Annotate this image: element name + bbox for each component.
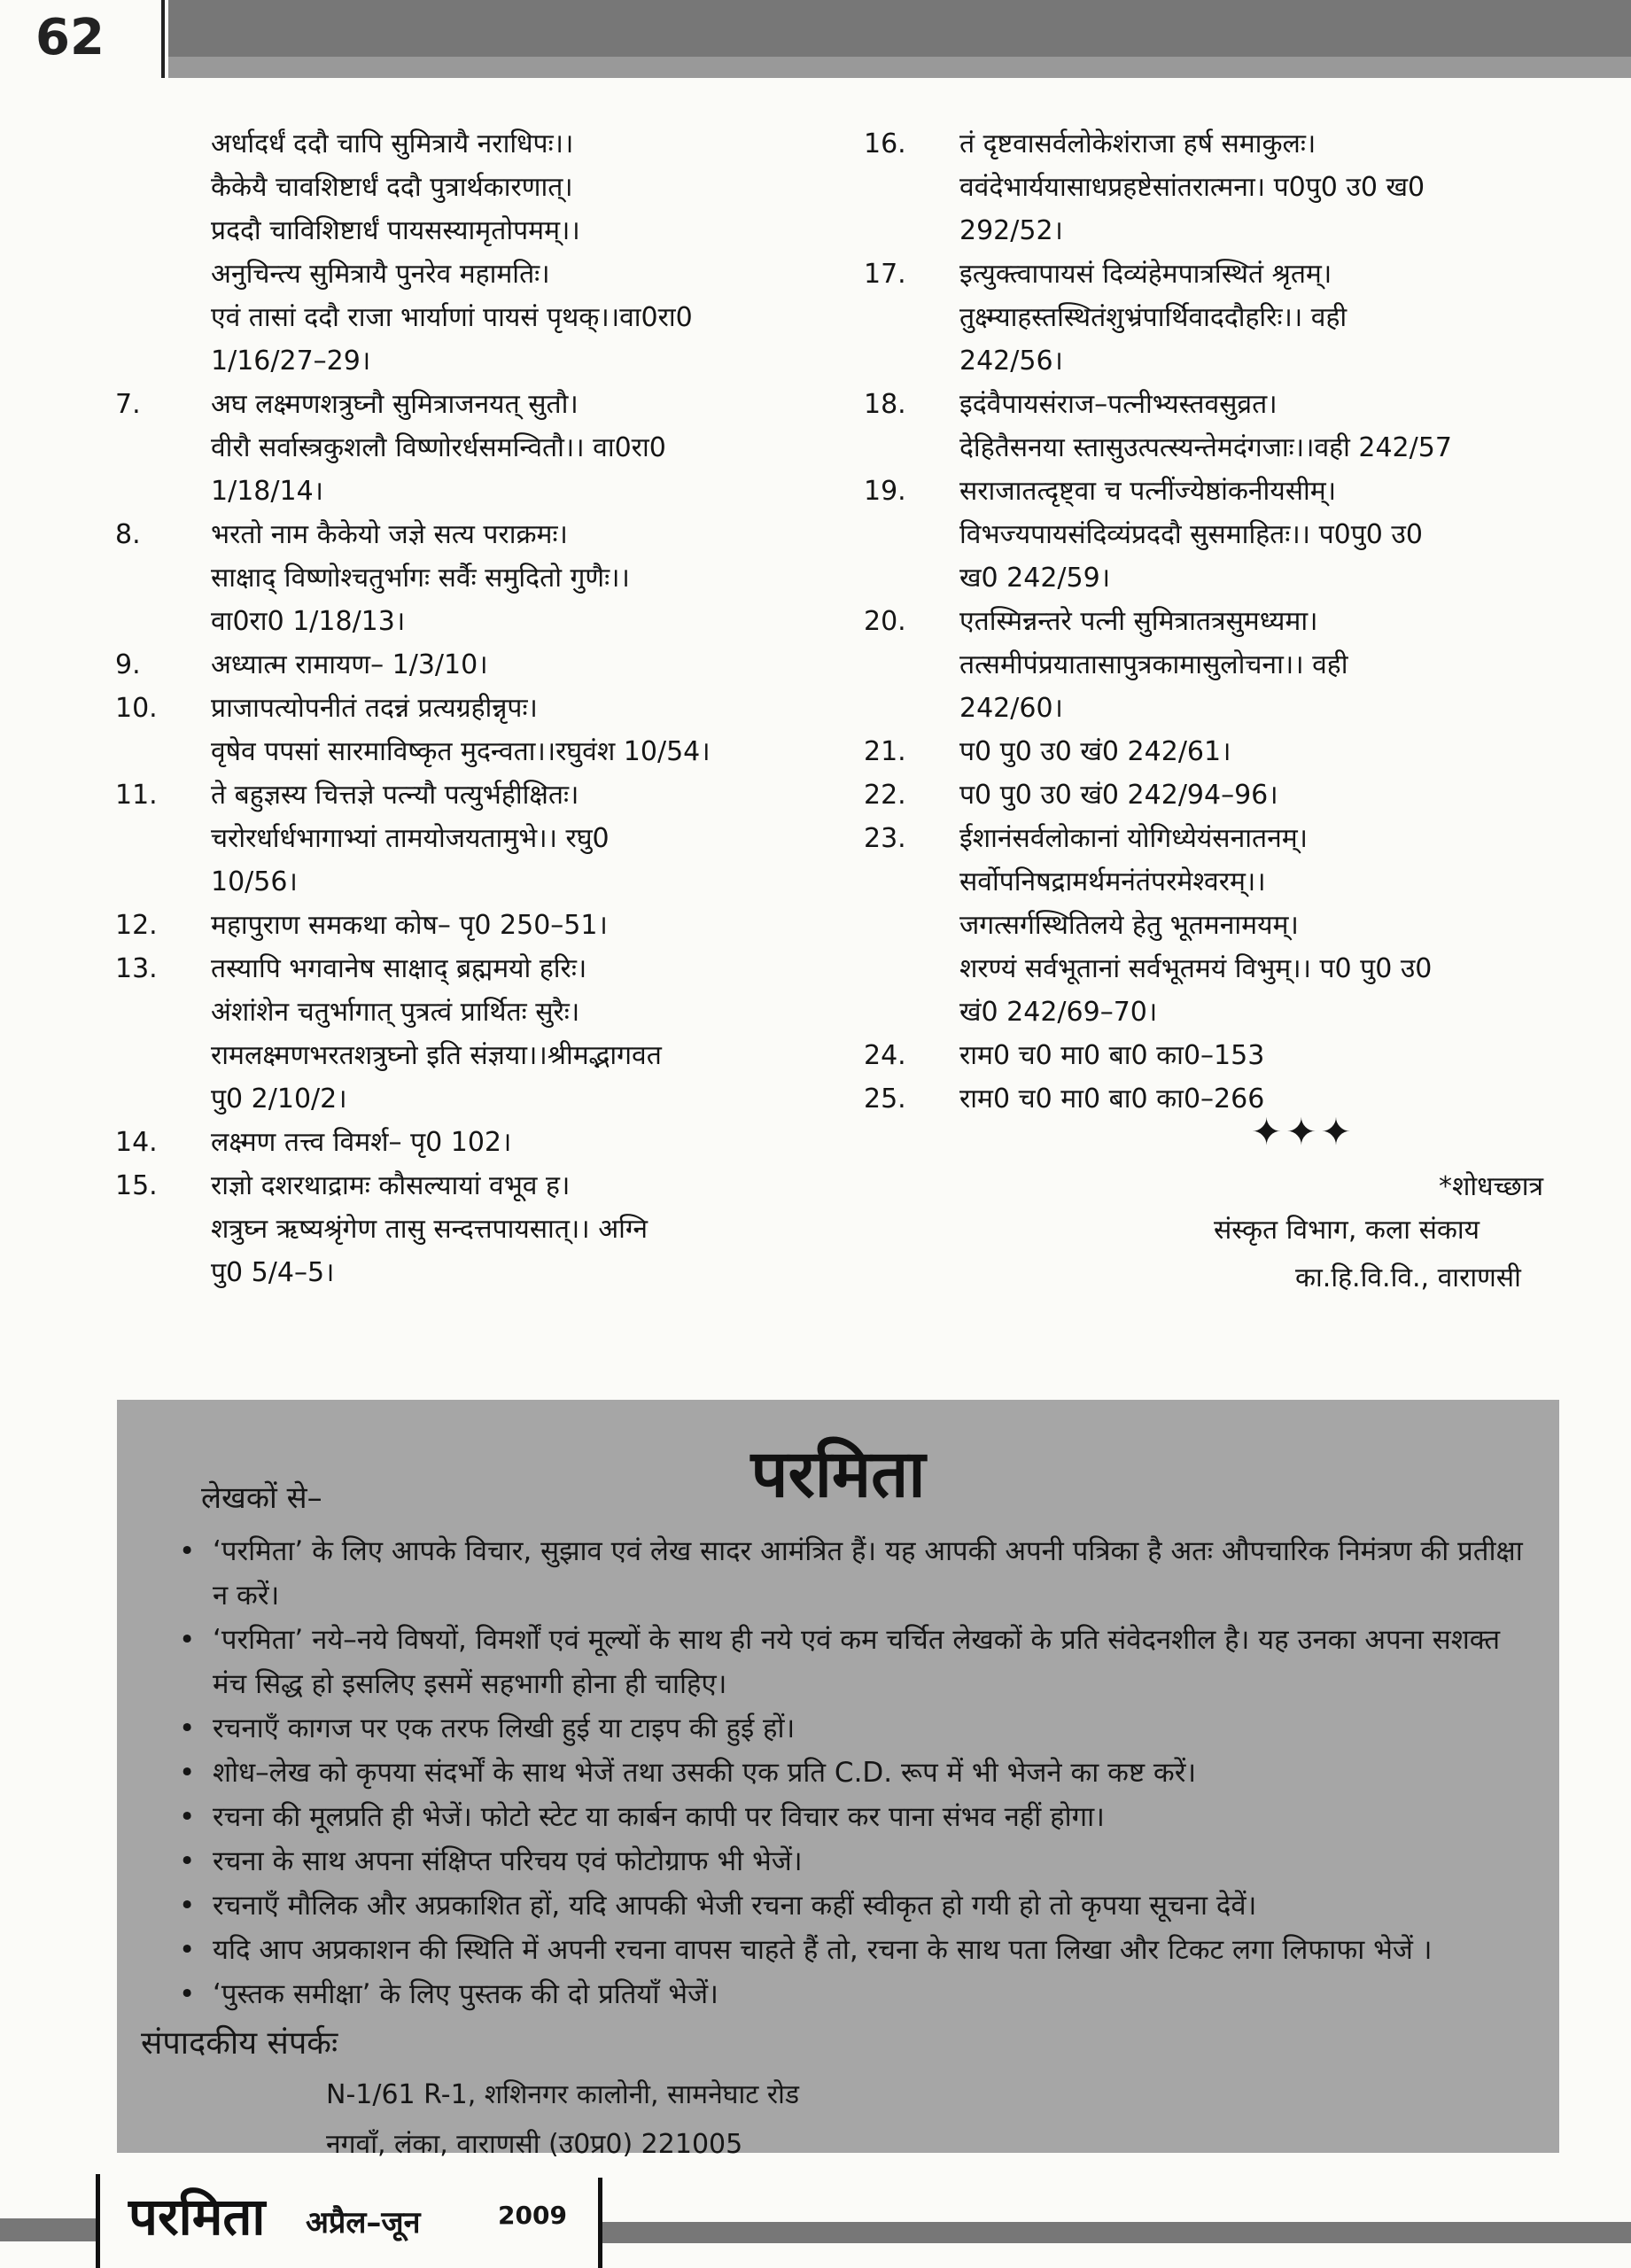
- footnote-line: इदंवैपायसंराज–पत्नीभ्यस्तवसुव्रत।: [959, 389, 1278, 420]
- footnote-number: 16.: [864, 128, 906, 159]
- footnote-line: तुक्ष्म्याहस्तस्थितंशुभ्रंपार्थिवाददौहरिः।। वही: [959, 302, 1348, 333]
- footnote-number: 24.: [864, 1040, 906, 1071]
- notice-item: [179, 1839, 1534, 1884]
- footnote: [864, 773, 1573, 817]
- footnote-number: 8.: [115, 519, 141, 550]
- footnote-number: 9.: [115, 649, 141, 680]
- footnote-number: 10.: [115, 693, 158, 724]
- footnote-line: साक्षाद् विष्णोश्चतुर्भागः सर्वैः समुदितो गुणैः।।: [211, 563, 630, 594]
- footnote-line: 242/60।: [959, 693, 1063, 724]
- footnote: [115, 773, 824, 904]
- footnote-line: कैकेयै चावशिष्टार्धं ददौ पुत्रार्थकारणात्।: [211, 172, 573, 203]
- notice-title: परमिता: [750, 1436, 926, 1512]
- footnote-line: सर्वोपनिषद्रामर्थमनंतंपरमेश्वरम्।।: [959, 866, 1266, 897]
- notice-item: [179, 1795, 1534, 1839]
- page-number-box: [0, 0, 165, 78]
- footnote-line: 242/56।: [959, 346, 1063, 377]
- footnote: [115, 643, 824, 687]
- footnote-line: वृषेव पपसां सारमाविष्कृत मुदन्वता।।रघुवंश 10/54।: [211, 736, 711, 767]
- footnote-line: रामलक्ष्मणभरतशत्रुघ्नो इति संज्ञया।।श्रीमद्भागवत: [211, 1040, 662, 1071]
- footnote-line: भरतो नाम कैकेयो जज्ञे सत्य पराक्रमः।: [211, 519, 568, 550]
- footnote-number: 23.: [864, 823, 906, 854]
- footnote-number: 11.: [115, 780, 158, 811]
- notice-item-text: ‘परमिता’ नये–नये विषयों, विमर्शों एवं मूल्यों के साथ ही नये एवं कम चर्चित लेखकों के प्रति संवेदनशील है। यह उनका अपना सशक्त मंच सिद्ध हो इसलिए इसमें सहभागी होना ही चाहिए।: [213, 1624, 1501, 1700]
- footnote-line: तत्समीपंप्रयातासापुत्रकामासुलोचना।। वही: [959, 649, 1348, 680]
- footnote-line: प्रददौ चाविशिष्टार्धं पायसस्यामृतोपमम्।।: [211, 215, 580, 246]
- footnote-line: एतस्मिन्नन्तरे पत्नी सुमित्रातत्रसुमध्यमा।: [959, 606, 1318, 637]
- notice-item: [179, 1706, 1534, 1751]
- footnote-line: अंशांशेन चतुर्भागात् पुत्रत्वं प्रार्थितः सुरैः।: [211, 997, 580, 1028]
- footer-gray-band-left: [0, 2218, 96, 2241]
- footnote: [115, 383, 824, 513]
- footnote-line: विभज्यपायसंदिव्यंप्रददौ सुसमाहितः।। प0पु0 उ0: [959, 519, 1423, 550]
- bullet-icon: •: [179, 1757, 196, 1789]
- notice-item: [179, 1884, 1534, 1928]
- footnote-line: सराजातत्दृष्ट्वा च पत्नींज्येष्ठांकनीयसीम्।: [959, 476, 1337, 507]
- bullet-icon: •: [179, 1713, 196, 1744]
- footer-divider-left: [96, 2174, 100, 2268]
- address-line-1: N-1/61 R-1, शशिनगर कालोनी, सामनेघाट रोड: [326, 2079, 799, 2110]
- bullet-icon: •: [179, 1624, 196, 1656]
- footnote-line: ख0 242/59।: [959, 563, 1111, 594]
- footnote-line: ते बहुज्ञस्य चित्तज्ञे पत्न्यौ पत्युर्भहीक्षितः।: [211, 780, 579, 811]
- footnote: [864, 470, 1573, 600]
- footnote-line: चरोरर्धार्धभागाभ्यां तामयोजयतामुभे।। रघु0: [211, 823, 610, 854]
- notice-item-text: रचना के साथ अपना संक्षिप्त परिचय एवं फोटोग्राफ भी भेजें।: [213, 1845, 803, 1877]
- notice-item: [179, 1529, 1534, 1618]
- footnote: [115, 122, 824, 383]
- page-number: 62: [35, 9, 105, 66]
- notice-item: [179, 1928, 1534, 1972]
- author-university: का.हि.वि.वि., वाराणसी: [1295, 1262, 1521, 1293]
- footnote-number: 25.: [864, 1084, 906, 1115]
- footnote: [115, 1121, 824, 1164]
- notice-item: [179, 1618, 1534, 1706]
- address-line-2: नगवाँ, लंका, वाराणसी (उ0प्र0) 221005: [326, 2129, 743, 2160]
- footer-journal-title: परमिता: [128, 2186, 266, 2247]
- footnote-line: 1/18/14।: [211, 476, 324, 507]
- footnote-line: तं दृष्टवासर्वलोकेशंराजा हर्ष समाकुलः।: [959, 128, 1316, 159]
- footnote-line: राज्ञो दशरथाद्रामः कौसल्यायां वभूव ह।: [211, 1170, 571, 1201]
- notice-item-text: यदि आप अप्रकाशन की स्थिति में अपनी रचना वापस चाहते हैं तो, रचना के साथ पता लिखा और टिकट लगा लिफाफा भेजें ।: [213, 1934, 1433, 1966]
- editorial-contact-title: संपादकीय संपर्कः: [141, 2025, 338, 2062]
- notice-item-text: शोध–लेख को कृपया संदर्भों के साथ भेजें तथा उसकी एक प्रति C.D. रूप में भी भेजने का कष्ट करें।: [213, 1757, 1197, 1789]
- footnote-number: 13.: [115, 953, 158, 984]
- notice-item: [179, 1972, 1534, 2016]
- notice-item-text: रचनाएँ कागज पर एक तरफ लिखी हुई या टाइप की हुई हों।: [213, 1713, 796, 1744]
- page-footer: [0, 2153, 1631, 2268]
- footnote: [864, 730, 1573, 773]
- footnote-line: प0 पु0 उ0 खं0 242/94–96।: [959, 780, 1278, 811]
- footnote-line: वीरौ सर्वास्त्रकुशलौ विष्णोरर्धसमन्वितौ।। वा0रा0: [211, 432, 666, 463]
- footnote-line: ईशानंसर्वलोकानां योगिध्येयंसनातनम्।: [959, 823, 1309, 854]
- footer-gray-band: [602, 2222, 1631, 2243]
- footnote-line: प0 पु0 उ0 खं0 242/61।: [959, 736, 1231, 767]
- footer-year: 2009: [498, 2201, 567, 2230]
- footnote: [115, 513, 824, 643]
- footnote-line: इत्युक्त्वापायसं दिव्यंहेमपात्रस्थितं श्रृतम्।: [959, 259, 1332, 290]
- footnote: [115, 904, 824, 947]
- bullet-icon: •: [179, 1934, 196, 1966]
- footnote-line: तस्यापि भगवानेष साक्षाद् ब्रह्ममयो हरिः।: [211, 953, 587, 984]
- footnote-line: जगत्सर्गस्थितिलये हेतु भूतमनामयम्।: [959, 910, 1299, 941]
- footnote-line: लक्ष्मण तत्त्व विमर्श– पृ0 102।: [211, 1127, 512, 1158]
- footnote-line: अनुचिन्त्य सुमित्रायै पुनरेव महामतिः।: [211, 259, 550, 290]
- footnote-line: शरण्यं सर्वभूतानां सर्वभूतमयं विभुम्।। प0 पु0 उ0: [959, 953, 1433, 984]
- footnote-number: 19.: [864, 476, 906, 507]
- submission-notice-box: [117, 1400, 1559, 2160]
- notice-item-text: रचनाएँ मौलिक और अप्रकाशित हों, यदि आपकी भेजी रचना कहीं स्वीकृत हो गयी हो तो कृपया सूचना देवें।: [213, 1890, 1257, 1922]
- footnote-line: खं0 242/69–70।: [959, 997, 1158, 1028]
- footnote-number: 22.: [864, 780, 906, 811]
- footnote: [115, 687, 824, 773]
- footnote-number: 12.: [115, 910, 158, 941]
- bullet-icon: •: [179, 1845, 196, 1877]
- notice-subtitle: लेखकों से–: [201, 1480, 322, 1516]
- footnote-line: अघ लक्ष्मणशत्रुघ्नौ सुमित्राजनयत् सुतौ।: [211, 389, 579, 420]
- notice-list: [179, 1529, 1534, 2016]
- footnote-line: एवं तासां ददौ राजा भार्याणां पायसं पृथक्।।वा0रा0: [211, 302, 693, 333]
- bullet-icon: •: [179, 1978, 196, 2010]
- notice-item-text: ‘पुस्तक समीक्षा’ के लिए पुस्तक की दो प्रतियाँ भेजें।: [213, 1978, 718, 2010]
- footnote: [864, 252, 1573, 383]
- footnote: [864, 383, 1573, 470]
- footnote-line: महापुराण समकथा कोष– पृ0 250–51।: [211, 910, 608, 941]
- footnote-number: 20.: [864, 606, 906, 637]
- footer-issue: अप्रैल–जून: [306, 2205, 421, 2241]
- footnote-line: राम0 च0 मा0 बा0 का0–266: [959, 1084, 1265, 1115]
- footnote-line: 1/16/27–29।: [211, 346, 371, 377]
- footnote-number: 21.: [864, 736, 906, 767]
- footnote-line: शत्रुघ्न ऋष्यश्रृंगेण तासु सन्दत्तपायसात्।। अग्नि: [211, 1214, 648, 1245]
- left-footnotes-column: [115, 122, 824, 1294]
- author-role: *शोधच्छात्र: [1439, 1171, 1544, 1202]
- footnote: [864, 817, 1573, 1034]
- footnote: [864, 1077, 1573, 1121]
- footnote-number: 17.: [864, 259, 906, 290]
- footnote-number: 15.: [115, 1170, 158, 1201]
- notice-item-text: रचना की मूलप्रति ही भेजें। फोटो स्टेट या कार्बन कापी पर विचार कर पाना संभव नहीं होगा।: [213, 1801, 1105, 1833]
- footnote-line: 10/56।: [211, 866, 298, 897]
- footnote: [115, 1164, 824, 1294]
- footnote-line: 292/52।: [959, 215, 1063, 246]
- bullet-icon: •: [179, 1801, 196, 1833]
- ornament-stars: ✦✦✦: [1251, 1110, 1355, 1153]
- author-department: संस्कृत विभाग, कला संकाय: [1214, 1215, 1480, 1246]
- footnote-line: राम0 च0 मा0 बा0 का0–153: [959, 1040, 1265, 1071]
- footnote-line: वा0रा0 1/18/13।: [211, 606, 406, 637]
- header-gray-band: [168, 0, 1631, 78]
- bullet-icon: •: [179, 1535, 196, 1567]
- footnote-line: ववंदेभार्ययासाधप्रहष्टेसांतरात्मना। प0पु0 उ0 ख0: [959, 172, 1425, 203]
- notice-item: [179, 1751, 1534, 1795]
- footnote-line: प्राजापत्योपनीतं तदन्नं प्रत्यग्रहीन्नृपः।: [211, 693, 538, 724]
- footnote-line: देहितैसनया स्तासुउत्पत्स्यन्तेमदंगजाः।।वही 242/57: [959, 432, 1452, 463]
- footnote-line: अध्यात्म रामायण– 1/3/10।: [211, 649, 488, 680]
- footnote-number: 18.: [864, 389, 906, 420]
- bullet-icon: •: [179, 1890, 196, 1922]
- footnote: [864, 1034, 1573, 1077]
- footnote-line: पु0 2/10/2।: [211, 1084, 347, 1115]
- footnote: [115, 947, 824, 1121]
- page-header: [0, 0, 1631, 78]
- footnote-number: 7.: [115, 389, 141, 420]
- footnote-line: पु0 5/4–5।: [211, 1257, 335, 1288]
- footnote-line: अर्धादर्धं ददौ चापि सुमित्रायै नराधिपः।।: [211, 128, 574, 159]
- footnote-number: 14.: [115, 1127, 158, 1158]
- notice-item-text: ‘परमिता’ के लिए आपके विचार, सुझाव एवं लेख सादर आमंत्रित हैं। यह आपकी अपनी पत्रिका है अतः औपचारिक निमंत्रण की प्रतीक्षा न करें।: [213, 1535, 1523, 1612]
- footnote: [864, 600, 1573, 730]
- footnote: [864, 122, 1573, 252]
- right-footnotes-column: [864, 122, 1573, 1121]
